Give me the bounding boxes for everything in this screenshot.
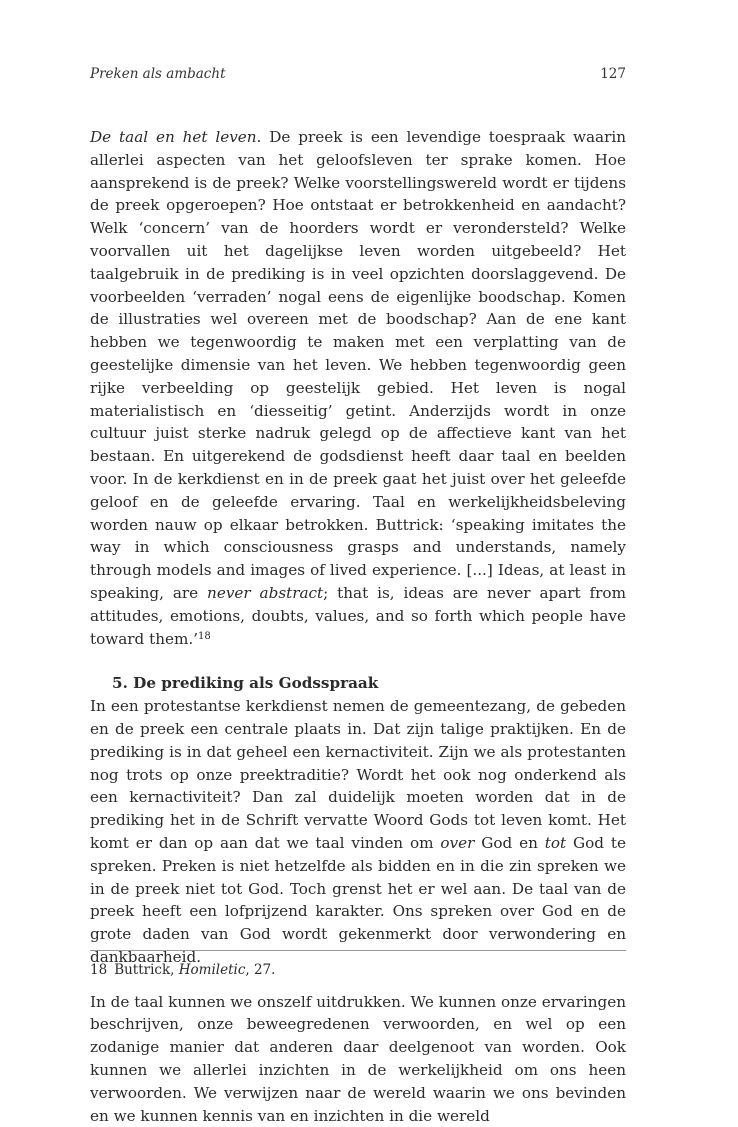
paragraph-text: . De preek is een levendige toespraak waarin allerlei aspecten van het geloofsleven ter sprake komen. Hoe aansprekend is de preek? Welke voorstellingswereld wordt er tijdens de preek opgeroepen? Hoe ontstaat er betrokkenheid en aandacht? Welk ‘concern’ van de hoorders wordt er verondersteld? Welke voorvallen uit het dagelijkse leven worden uitgebeeld? Het taalgebruik in de prediking is in veel opzichten doorslaggevend. De voorbeelden ‘verraden’ nogal eens de eigenlijke boodschap. Komen de illustraties wel overeen met de boodschap? Aan de ene kant hebben we tegenwoordig te maken met een verplatting van de geestelijke dimensie van het leven. We hebben tegenwoordig geen rijke verbeelding op geestelijk gebied. Het leven is nogal materialistisch en ‘diesseitig’ getint. Anderzijds wordt in onze cultuur juist sterke nadruk gelegd op de affectieve kant van het bestaan. En uitgerekend de godsdienst heeft daar taal en beelden voor. In de kerkdienst en in de preek gaat het juist over het geleefde geloof en de geleefde ervaring. Taal en werkelijkheidsbeleving worden nauw op elkaar betrokken. Buttrick: ‘speaking imitates the way in which consciousness grasps and understands, namely through models and images of lived experience. [...] Ideas, at least in speaking, are bbox=[90, 128, 626, 602]
running-title: Preken als ambacht bbox=[90, 66, 226, 82]
paragraph-godsspraak bbox=[90, 695, 626, 969]
footnote-page: , 27. bbox=[245, 962, 276, 978]
paragraph-text: God en bbox=[474, 833, 545, 852]
emphasis-text: tot bbox=[544, 833, 567, 852]
footnote-author: Buttrick, bbox=[114, 962, 179, 978]
paragraph-spacer bbox=[90, 650, 626, 672]
paragraph-text: ; that is, ideas are never apart from attitudes, emotions, doubts, values, and so forth which people have toward them.’ bbox=[90, 583, 626, 648]
emphasis-text: over bbox=[440, 833, 475, 852]
footnote-number: 18 bbox=[90, 962, 108, 978]
paragraph-taal-uitdrukken: In de taal kunnen we onszelf uitdrukken. We kunnen onze ervaringen beschrijven, onze beweegredenen verwoorden, en wel op een zodanige manier dat anderen daar deelgenoot van worden. Ook kunnen we allerlei inzichten in de werkelijkheid om ons heen verwoorden. We verwijzen naar de wereld waarin we ons bevinden en we kunnen kennis van en inzichten in die wereld bbox=[90, 992, 626, 1125]
paragraph-taal-en-leven bbox=[90, 126, 626, 650]
running-head bbox=[90, 64, 626, 84]
footnote-divider bbox=[90, 950, 626, 951]
footnote bbox=[90, 960, 626, 980]
section-heading: 5. De prediking als Godsspraak bbox=[112, 674, 379, 693]
footnote-reference: 18 bbox=[198, 630, 211, 642]
emphasis-text: never abstract bbox=[207, 583, 324, 602]
paragraph-text: In een protestantse kerkdienst nemen de gemeentezang, de gebeden en de preek een centrale plaats in. Dat zijn talige praktijken. En de prediking is in dat geheel een kernactiviteit. Zijn we als protestanten nog trots op onze preektraditie? Wordt het ook nog onderkend als een kernactiviteit? Dan zal duidelijk moeten worden dat in de prediking het in de Schrift vervatte Woord Gods tot leven komt. Het komt er dan op aan dat we taal vinden om bbox=[90, 697, 626, 852]
footnote-work-title: Homiletic bbox=[178, 962, 246, 978]
paragraph-lead-title: De taal en het leven bbox=[90, 128, 257, 146]
page-number: 127 bbox=[600, 66, 626, 82]
paragraph-text: God te spreken. Preken is niet hetzelfde als bidden en in die zin spreken we in de preek niet tot God. Toch grenst het er wel aan. De taal van de preek heeft een lofprijzend karakter. Ons spreken over God en de grote daden van God wordt gekenmerkt door verwondering en dankbaarheid. bbox=[90, 833, 626, 966]
